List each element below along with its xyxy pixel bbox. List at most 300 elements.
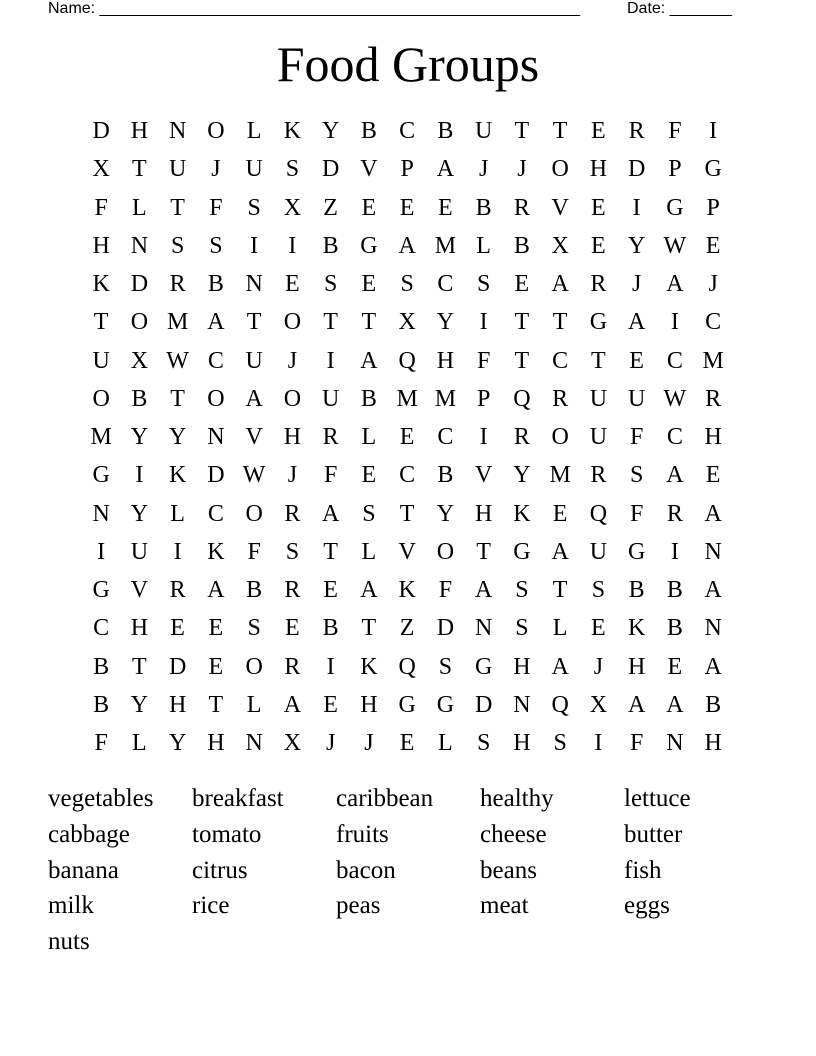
grid-letter: J xyxy=(287,462,298,489)
grid-letter: Q xyxy=(551,691,569,718)
grid-letter: N xyxy=(704,615,722,642)
grid-letter: E xyxy=(591,232,606,259)
grid-letter: T xyxy=(246,309,262,336)
grid-letter: E xyxy=(591,118,606,145)
grid-letter: Q xyxy=(513,385,531,412)
grid-letter: G xyxy=(398,691,416,718)
grid-letter: O xyxy=(283,309,302,336)
name-field-label: Name: ______________________________________________________ xyxy=(48,0,581,17)
grid-letter: R xyxy=(552,385,569,412)
grid-letter: B xyxy=(513,232,530,259)
grid-letter: T xyxy=(552,118,568,145)
grid-letter: V xyxy=(360,156,378,183)
grid-letter: Y xyxy=(130,424,149,451)
grid-letter: L xyxy=(246,691,262,718)
word-list-item: bacon xyxy=(336,856,396,884)
grid-letter: M xyxy=(549,462,571,489)
grid-letter: G xyxy=(436,691,455,718)
grid-letter: B xyxy=(360,385,377,412)
grid-letter: H xyxy=(207,730,225,757)
grid-letter: T xyxy=(591,347,606,374)
grid-letter: S xyxy=(476,730,491,757)
grid-letter: E xyxy=(399,424,415,451)
grid-letter: B xyxy=(705,691,722,718)
grid-letter: A xyxy=(321,500,340,527)
grid-letter: U xyxy=(245,156,263,183)
word-list-item: eggs xyxy=(624,892,670,920)
grid-letter: U xyxy=(627,385,646,412)
grid-letter: N xyxy=(666,730,684,757)
grid-letter: V xyxy=(474,462,493,489)
grid-letter: F xyxy=(209,194,223,221)
grid-letter: Q xyxy=(398,347,416,374)
word-list-item: peas xyxy=(336,892,381,920)
grid-letter: T xyxy=(514,118,530,145)
grid-letter: A xyxy=(551,271,569,298)
grid-letter: M xyxy=(90,424,112,451)
grid-letter: M xyxy=(434,385,457,412)
grid-letter: J xyxy=(631,271,642,298)
grid-letter: C xyxy=(207,500,224,527)
grid-letter: I xyxy=(326,347,335,374)
grid-letter: K xyxy=(168,462,187,489)
grid-letter: G xyxy=(666,194,684,221)
grid-letter: C xyxy=(399,118,416,145)
grid-letter: I xyxy=(250,232,259,259)
grid-letter: F xyxy=(629,500,644,527)
grid-letter: M xyxy=(166,309,189,336)
grid-letter: B xyxy=(360,118,377,145)
grid-letter: Y xyxy=(130,691,149,718)
grid-letter: A xyxy=(704,653,722,680)
grid-letter: Y xyxy=(436,309,455,336)
grid-letter: H xyxy=(513,730,531,757)
grid-letter: U xyxy=(589,538,608,565)
grid-letter: S xyxy=(591,577,606,604)
grid-letter: U xyxy=(245,347,263,374)
grid-letter: G xyxy=(627,538,646,565)
grid-letter: S xyxy=(247,615,261,642)
grid-letter: J xyxy=(708,271,718,298)
grid-letter: F xyxy=(476,347,491,374)
grid-letter: B xyxy=(628,577,645,604)
grid-letter: D xyxy=(130,271,149,298)
grid-letter: I xyxy=(288,232,297,259)
grid-letter: A xyxy=(551,653,569,680)
grid-letter: K xyxy=(398,577,416,604)
grid-letter: R xyxy=(169,271,186,298)
grid-letter: V xyxy=(398,538,416,565)
grid-letter: E xyxy=(438,194,453,221)
grid-letter: A xyxy=(398,232,416,259)
grid-letter: T xyxy=(552,309,568,336)
grid-letter: L xyxy=(361,424,377,451)
word-list-item: fish xyxy=(624,856,662,884)
grid-letter: G xyxy=(92,462,110,489)
grid-letter: D xyxy=(436,615,455,642)
grid-letter: A xyxy=(436,156,455,183)
grid-letter: K xyxy=(360,653,378,680)
grid-letter: A xyxy=(704,500,722,527)
grid-letter: E xyxy=(323,577,338,604)
grid-letter: Y xyxy=(627,232,646,259)
grid-letter: Z xyxy=(323,194,338,221)
grid-letter: B xyxy=(207,271,224,298)
word-list-item: lettuce xyxy=(624,785,691,812)
grid-letter: Y xyxy=(513,462,531,489)
grid-letter: T xyxy=(170,385,185,412)
grid-letter: E xyxy=(285,615,300,642)
grid-letter: Y xyxy=(436,500,455,527)
word-list-item: citrus xyxy=(192,856,248,884)
grid-letter: W xyxy=(166,347,189,374)
grid-letter: O xyxy=(130,309,149,336)
word-list-item: butter xyxy=(624,820,683,848)
grid-letter: E xyxy=(208,615,224,642)
grid-letter: A xyxy=(207,309,225,336)
grid-letter: A xyxy=(474,577,493,604)
grid-letter: N xyxy=(513,691,531,718)
grid-letter: Z xyxy=(399,615,415,642)
grid-letter: E xyxy=(361,194,377,221)
grid-letter: V xyxy=(245,424,263,451)
grid-letter: N xyxy=(168,118,187,145)
grid-letter: I xyxy=(326,653,335,680)
grid-letter: X xyxy=(589,691,608,718)
grid-letter: A xyxy=(551,538,569,565)
grid-letter: I xyxy=(97,538,106,565)
grid-letter: T xyxy=(323,309,338,336)
grid-letter: C xyxy=(93,615,110,642)
grid-letter: N xyxy=(474,615,493,642)
grid-letter: R xyxy=(628,118,645,145)
grid-letter: H xyxy=(436,347,455,374)
grid-letter: I xyxy=(670,538,679,565)
grid-letter: E xyxy=(361,271,377,298)
grid-letter: B xyxy=(475,194,492,221)
grid-letter: A xyxy=(666,462,684,489)
grid-letter: M xyxy=(702,347,724,374)
grid-letter: E xyxy=(514,271,530,298)
grid-letter: I xyxy=(632,194,641,221)
grid-letter: H xyxy=(474,500,493,527)
grid-letter: X xyxy=(551,232,569,259)
grid-letter: Y xyxy=(168,730,187,757)
grid-letter: O xyxy=(551,156,569,183)
grid-letter: B xyxy=(437,118,454,145)
grid-letter: N xyxy=(130,232,149,259)
grid-letter: T xyxy=(552,577,568,604)
grid-letter: D xyxy=(627,156,646,183)
word-list-item: caribbean xyxy=(336,785,434,812)
grid-letter: H xyxy=(130,615,149,642)
grid-letter: X xyxy=(398,309,416,336)
grid-letter: G xyxy=(513,538,531,565)
grid-letter: S xyxy=(285,156,300,183)
grid-letter: N xyxy=(704,538,722,565)
grid-letter: S xyxy=(400,271,414,298)
grid-letter: A xyxy=(283,691,302,718)
grid-letter: X xyxy=(283,730,302,757)
grid-letter: A xyxy=(245,385,263,412)
grid-letter: W xyxy=(242,462,266,489)
grid-letter: M xyxy=(396,385,418,412)
grid-letter: R xyxy=(590,462,607,489)
grid-letter: R xyxy=(322,424,339,451)
grid-letter: K xyxy=(513,500,531,527)
grid-letter: D xyxy=(321,156,340,183)
grid-letter: P xyxy=(668,156,682,183)
grid-letter: O xyxy=(207,118,225,145)
grid-letter: H xyxy=(168,691,187,718)
grid-letter: E xyxy=(667,653,683,680)
grid-letter: T xyxy=(208,691,224,718)
grid-letter: O xyxy=(436,538,455,565)
grid-letter: B xyxy=(666,615,683,642)
grid-letter: S xyxy=(170,232,185,259)
grid-letter: E xyxy=(361,462,377,489)
grid-letter: U xyxy=(130,538,149,565)
grid-letter: R xyxy=(705,385,722,412)
grid-letter: O xyxy=(245,653,263,680)
grid-letter: H xyxy=(513,653,531,680)
grid-letter: U xyxy=(474,118,493,145)
grid-letter: C xyxy=(552,347,569,374)
word-list-item: banana xyxy=(48,856,119,884)
grid-letter: T xyxy=(361,615,377,642)
grid-letter: O xyxy=(551,424,569,451)
grid-letter: E xyxy=(285,271,300,298)
grid-letter: J xyxy=(517,156,527,183)
grid-letter: X xyxy=(92,156,110,183)
grid-letter: E xyxy=(591,194,606,221)
grid-letter: F xyxy=(247,538,261,565)
grid-letter: H xyxy=(704,730,722,757)
grid-letter: R xyxy=(590,271,607,298)
grid-letter: R xyxy=(284,653,301,680)
grid-letter: P xyxy=(400,156,414,183)
grid-letter: I xyxy=(135,462,144,489)
grid-letter: E xyxy=(705,232,721,259)
grid-letter: J xyxy=(325,730,336,757)
grid-letter: L xyxy=(132,194,147,221)
grid-letter: C xyxy=(437,424,454,451)
grid-letter: E xyxy=(629,347,644,374)
grid-letter: A xyxy=(704,577,722,604)
grid-letter: D xyxy=(474,691,493,718)
word-list-item: tomato xyxy=(192,820,262,848)
word-list-item: meat xyxy=(480,892,529,920)
grid-letter: F xyxy=(438,577,453,604)
date-field-label: Date: _______ xyxy=(627,0,732,17)
grid-letter: L xyxy=(361,538,377,565)
grid-letter: L xyxy=(170,500,185,527)
grid-letter: U xyxy=(321,385,340,412)
grid-letter: A xyxy=(360,347,378,374)
grid-letter: S xyxy=(285,538,300,565)
grid-letter: M xyxy=(434,232,457,259)
grid-letter: I xyxy=(479,309,488,336)
grid-letter: R xyxy=(284,577,301,604)
grid-letter: B xyxy=(93,691,110,718)
grid-letter: E xyxy=(591,615,606,642)
grid-letter: B xyxy=(666,577,683,604)
grid-letter: C xyxy=(207,347,224,374)
grid-letter: H xyxy=(360,691,378,718)
grid-letter: B xyxy=(322,615,339,642)
grid-letter: U xyxy=(168,156,187,183)
grid-letter: N xyxy=(207,424,225,451)
grid-letter: S xyxy=(515,577,529,604)
grid-letter: H xyxy=(130,118,149,145)
word-search-grid xyxy=(82,112,732,762)
grid-letter: A xyxy=(360,577,378,604)
grid-letter: N xyxy=(92,500,110,527)
grid-letter: F xyxy=(323,462,338,489)
grid-letter: F xyxy=(94,730,108,757)
grid-letter: W xyxy=(663,232,687,259)
word-list-item: healthy xyxy=(480,785,554,812)
grid-letter: K xyxy=(92,271,110,298)
grid-letter: J xyxy=(287,347,298,374)
grid-letter: E xyxy=(399,194,415,221)
grid-letter: I xyxy=(594,730,603,757)
grid-letter: A xyxy=(666,271,684,298)
grid-letter: S xyxy=(629,462,644,489)
page-title: Food Groups xyxy=(276,36,540,92)
grid-letter: A xyxy=(627,691,646,718)
grid-letter: S xyxy=(323,271,338,298)
word-list-item: cabbage xyxy=(48,820,130,848)
grid-letter: Q xyxy=(589,500,608,527)
grid-letter: K xyxy=(283,118,302,145)
grid-letter: Y xyxy=(168,424,187,451)
grid-letter: T xyxy=(132,156,147,183)
grid-letter: U xyxy=(589,424,608,451)
grid-letter: S xyxy=(476,271,491,298)
grid-letter: T xyxy=(476,538,491,565)
grid-letter: T xyxy=(170,194,185,221)
grid-letter: C xyxy=(705,309,722,336)
word-list-item: fruits xyxy=(336,820,389,848)
grid-letter: J xyxy=(593,653,604,680)
word-list-item: vegetables xyxy=(48,785,154,812)
grid-letter: F xyxy=(94,194,108,221)
grid-letter: H xyxy=(704,424,722,451)
grid-letter: E xyxy=(552,500,568,527)
word-list-item: breakfast xyxy=(192,785,284,812)
grid-letter: B xyxy=(93,653,110,680)
grid-letter: T xyxy=(399,500,415,527)
grid-letter: X xyxy=(130,347,149,374)
grid-letter: E xyxy=(399,730,415,757)
grid-letter: S xyxy=(515,615,529,642)
grid-letter: D xyxy=(207,462,225,489)
grid-letter: F xyxy=(629,424,644,451)
grid-letter: R xyxy=(513,424,530,451)
grid-letter: I xyxy=(173,538,182,565)
grid-letter: F xyxy=(668,118,682,145)
grid-letter: J xyxy=(211,156,221,183)
grid-letter: L xyxy=(132,730,147,757)
grid-letter: T xyxy=(323,538,338,565)
grid-letter: R xyxy=(284,500,301,527)
grid-letter: E xyxy=(705,462,721,489)
word-list xyxy=(48,781,768,960)
grid-letter: O xyxy=(283,385,302,412)
grid-letter: C xyxy=(399,462,416,489)
grid-letter: O xyxy=(245,500,263,527)
grid-letter: I xyxy=(709,118,718,145)
grid-letter: P xyxy=(476,385,491,412)
grid-letter: T xyxy=(132,653,147,680)
grid-letter: T xyxy=(514,309,530,336)
grid-letter: A xyxy=(627,309,646,336)
grid-letter: B xyxy=(437,462,454,489)
word-list-item: nuts xyxy=(48,928,90,956)
grid-letter: W xyxy=(663,385,687,412)
grid-letter: A xyxy=(666,691,684,718)
grid-letter: C xyxy=(666,424,683,451)
grid-letter: F xyxy=(629,730,644,757)
grid-letter: D xyxy=(92,118,110,145)
grid-letter: I xyxy=(670,309,679,336)
grid-letter: S xyxy=(438,653,453,680)
grid-letter: Q xyxy=(398,653,416,680)
grid-letter: R xyxy=(666,500,683,527)
grid-letter: G xyxy=(589,309,608,336)
word-list-item: rice xyxy=(192,892,230,920)
grid-letter: G xyxy=(360,232,378,259)
grid-letter: E xyxy=(170,615,185,642)
grid-letter: H xyxy=(589,156,608,183)
grid-letter: D xyxy=(168,653,187,680)
grid-letter: L xyxy=(438,730,453,757)
grid-letter: C xyxy=(437,271,454,298)
grid-letter: U xyxy=(589,385,608,412)
grid-letter: O xyxy=(207,385,225,412)
grid-letter: E xyxy=(208,653,224,680)
grid-letter: B xyxy=(322,232,339,259)
word-list-item: cheese xyxy=(480,820,547,848)
grid-letter: A xyxy=(207,577,225,604)
grid-letter: K xyxy=(627,615,646,642)
grid-letter: B xyxy=(246,577,263,604)
grid-letter: U xyxy=(92,347,110,374)
grid-letter: K xyxy=(207,538,225,565)
grid-letter: E xyxy=(323,691,338,718)
grid-letter: Y xyxy=(321,118,340,145)
grid-letter: N xyxy=(245,730,263,757)
grid-letter: L xyxy=(552,615,568,642)
grid-letter: S xyxy=(209,232,223,259)
grid-letter: N xyxy=(245,271,263,298)
grid-letter: V xyxy=(551,194,569,221)
grid-letter: L xyxy=(476,232,491,259)
grid-letter: L xyxy=(246,118,262,145)
grid-letter: P xyxy=(706,194,720,221)
grid-letter: S xyxy=(362,500,376,527)
grid-letter: T xyxy=(361,309,377,336)
grid-letter: H xyxy=(283,424,302,451)
grid-letter: J xyxy=(364,730,374,757)
grid-letter: S xyxy=(553,730,567,757)
grid-letter: G xyxy=(474,653,493,680)
grid-letter: S xyxy=(247,194,261,221)
grid-letter: R xyxy=(513,194,530,221)
grid-letter: O xyxy=(92,385,110,412)
grid-letter: X xyxy=(283,194,302,221)
